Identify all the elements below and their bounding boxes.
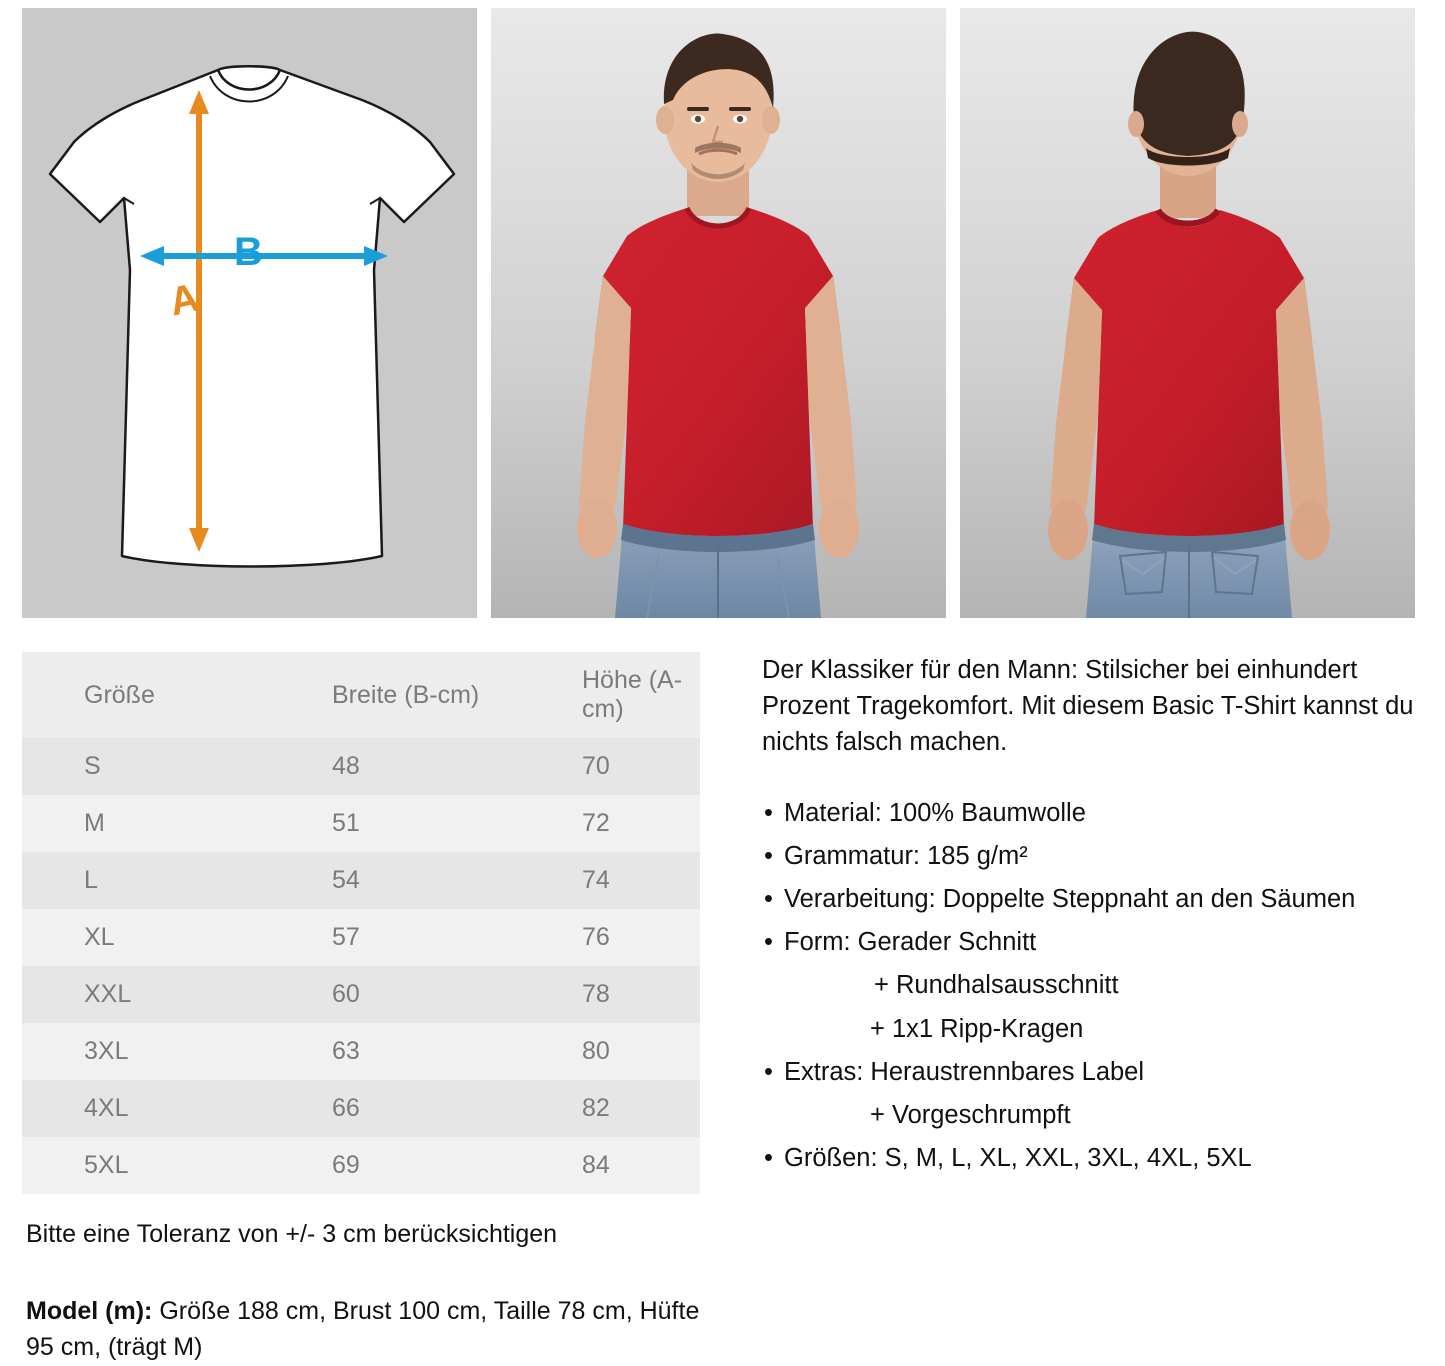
width-dimension-label: B xyxy=(234,230,263,274)
cell-width: 57 xyxy=(332,923,360,951)
column-header-size: Größe xyxy=(84,680,155,709)
cell-width: 54 xyxy=(332,866,360,894)
cell-width: 51 xyxy=(332,809,360,837)
description-column xyxy=(722,652,1423,1366)
description-intro: Der Klassiker für den Mann: Stilsicher bei einhundert Prozent Tragekomfort. Mit diesem Basic T-Shirt kannst du nichts falsch machen. xyxy=(762,656,1414,757)
model-info-label: Model (m): xyxy=(26,1297,153,1325)
model-front-illustration xyxy=(491,8,946,618)
cell-height: 80 xyxy=(582,1037,610,1065)
cell-width: 69 xyxy=(332,1151,360,1179)
model-info-text: Größe 188 cm, Brust 100 cm, Taille 78 cm, Hüfte 95 cm, (trägt M) xyxy=(26,1297,700,1362)
model-back-illustration xyxy=(960,8,1415,618)
cell-size: 5XL xyxy=(84,1151,129,1179)
cell-height: 70 xyxy=(582,752,610,780)
model-back-photo xyxy=(960,8,1415,618)
model-front-photo xyxy=(491,8,946,618)
cell-height: 82 xyxy=(582,1094,610,1122)
list-item: • Grammatur: 185 g/m² xyxy=(762,838,1423,875)
cell-size: XXL xyxy=(84,980,132,1008)
cell-height: 74 xyxy=(582,866,610,894)
cell-size: 4XL xyxy=(84,1094,129,1122)
cell-height: 72 xyxy=(582,809,610,837)
table-row xyxy=(22,1080,700,1137)
height-dimension-label: A xyxy=(165,275,204,325)
cell-size: XL xyxy=(84,923,115,951)
cell-height: 76 xyxy=(582,923,610,951)
cell-height: 84 xyxy=(582,1151,610,1179)
cell-width: 63 xyxy=(332,1037,360,1065)
table-row xyxy=(22,852,700,909)
list-item-sub: + Rundhalsausschnitt xyxy=(874,971,1119,1000)
tolerance-note: Bitte eine Toleranz von +/- 3 cm berücksichtigen xyxy=(26,1220,558,1248)
table-row xyxy=(22,738,700,795)
cell-size: L xyxy=(84,866,98,894)
size-diagram-panel xyxy=(22,8,477,618)
feature-list xyxy=(762,795,1423,1178)
tshirt-diagram-icon xyxy=(22,8,477,618)
table-row xyxy=(22,1023,700,1080)
column-header-height: Höhe (A-cm) xyxy=(582,666,683,723)
list-item: • Extras: Heraustrennbares Label xyxy=(762,1054,1423,1091)
list-item: • Material: 100% Baumwolle xyxy=(762,795,1423,832)
table-header-row xyxy=(22,652,700,738)
cell-width: 48 xyxy=(332,752,360,780)
model-info xyxy=(26,1293,722,1366)
details-section xyxy=(0,618,1445,1366)
cell-width: 60 xyxy=(332,980,360,1008)
column-header-width: Breite (B-cm) xyxy=(332,680,480,709)
cell-width: 66 xyxy=(332,1094,360,1122)
table-row xyxy=(22,966,700,1023)
cell-size: S xyxy=(84,752,101,780)
cell-height: 78 xyxy=(582,980,610,1008)
size-table xyxy=(22,652,700,1194)
table-row xyxy=(22,795,700,852)
table-row xyxy=(22,909,700,966)
cell-size: 3XL xyxy=(84,1037,129,1065)
list-item: • Größen: S, M, L, XL, XXL, 3XL, 4XL, 5XL xyxy=(762,1140,1423,1177)
product-image-row xyxy=(0,0,1445,618)
table-row xyxy=(22,1137,700,1194)
list-item-sub: + Vorgeschrumpft xyxy=(870,1101,1071,1130)
size-info-column xyxy=(22,652,722,1366)
list-item: • Form: Gerader Schnitt xyxy=(762,924,1423,961)
cell-size: M xyxy=(84,809,105,837)
list-item-sub: + 1x1 Ripp-Kragen xyxy=(870,1014,1084,1043)
list-item: • Verarbeitung: Doppelte Steppnaht an den Säumen xyxy=(762,881,1423,918)
